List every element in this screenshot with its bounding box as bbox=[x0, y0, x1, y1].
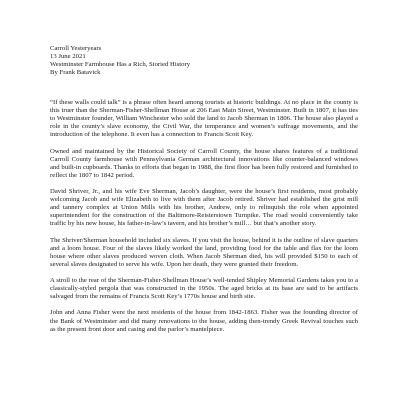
article-headline: Westminster Farmhouse Has a Rich, Storied History bbox=[50, 61, 191, 69]
article-header bbox=[50, 45, 360, 77]
article-paragraph: “If these walls could talk” is a phrase often heard among tourists at historic buildings. At no place in the county is this truer than the Sherman-Fisher-Shellman House at 206 East Main Street, Westminster. Built in 1807, it has ties to Westminster founder, William Winchester who sold the land to Jacob Sherman in 1806. The house also played a role in the county’s slave economy, the Civil War, the temperance and women’s suffrage movements, and the introduction of the telephone. It even has a connection to Francis Scott Key. bbox=[50, 99, 358, 139]
article-paragraph: The Shriver/Sherman household included six slaves. If you visit the house, behind it is the outline of slave quarters and a loom house. Four of the slaves likely worked the land, providing food for the table and flax for the loom house where other slaves produced woven cloth. When Jacob Sherman died, his will provided $150 to each of several slaves designated to serve his wife. Upon her death, they were granted their freedom. bbox=[50, 236, 358, 268]
article-date: 13 June 2021 bbox=[50, 53, 86, 61]
article-byline: By Frank Batavick bbox=[50, 69, 101, 77]
article-paragraph: Owned and maintained by the Historical Society of Carroll County, the house shares features of a traditional Carroll County farmhouse with Pennsylvania German architectural innovations like counter-balanced windows and built-in cupboards. Thanks to efforts that began in 1988, the first floor has been fully restored and furnished to reflect the 1807 to 1842 period. bbox=[50, 147, 358, 179]
article-paragraph: David Shriver, Jr., and his wife Eve Sherman, Jacob’s daughter, were the house’s first residents, most probably welcoming Jacob and wife Elizabeth to live with them after Jacob retired. Shriver had established the grist mill and tannery complex at Union Mills with his brother, Andrew, only to relinquish the role when appointed superintendent for the construction of the Baltimore-Reisterstown Turnpike. The road would conveniently take traffic by his new house, his father-in-law’s tavern, and his brother’s mill… but that’s another story. bbox=[50, 188, 358, 228]
article-body bbox=[50, 99, 358, 342]
article-paragraph: A stroll to the rear of the Sherman-Fisher-Shellman House’s well-tended Shipley Memorial Gardens takes you to a classically-styled pergola that was constructed in the 1950s. The aged bricks at its base are said to be artifacts salvaged from the remains of Francis Scott Key’s 1770s house and birth site. bbox=[50, 277, 358, 301]
column-title: Carroll Yesteryears bbox=[50, 45, 102, 52]
article-paragraph: John and Anna Fisher were the next residents of the house from 1842-1863. Fisher was the founding director of the Bank of Westminster and did many renovations to the house, adding then-trendy Greek Revival touches such as the present front door and casing and the parlor’s mantelpiece. bbox=[50, 309, 358, 333]
